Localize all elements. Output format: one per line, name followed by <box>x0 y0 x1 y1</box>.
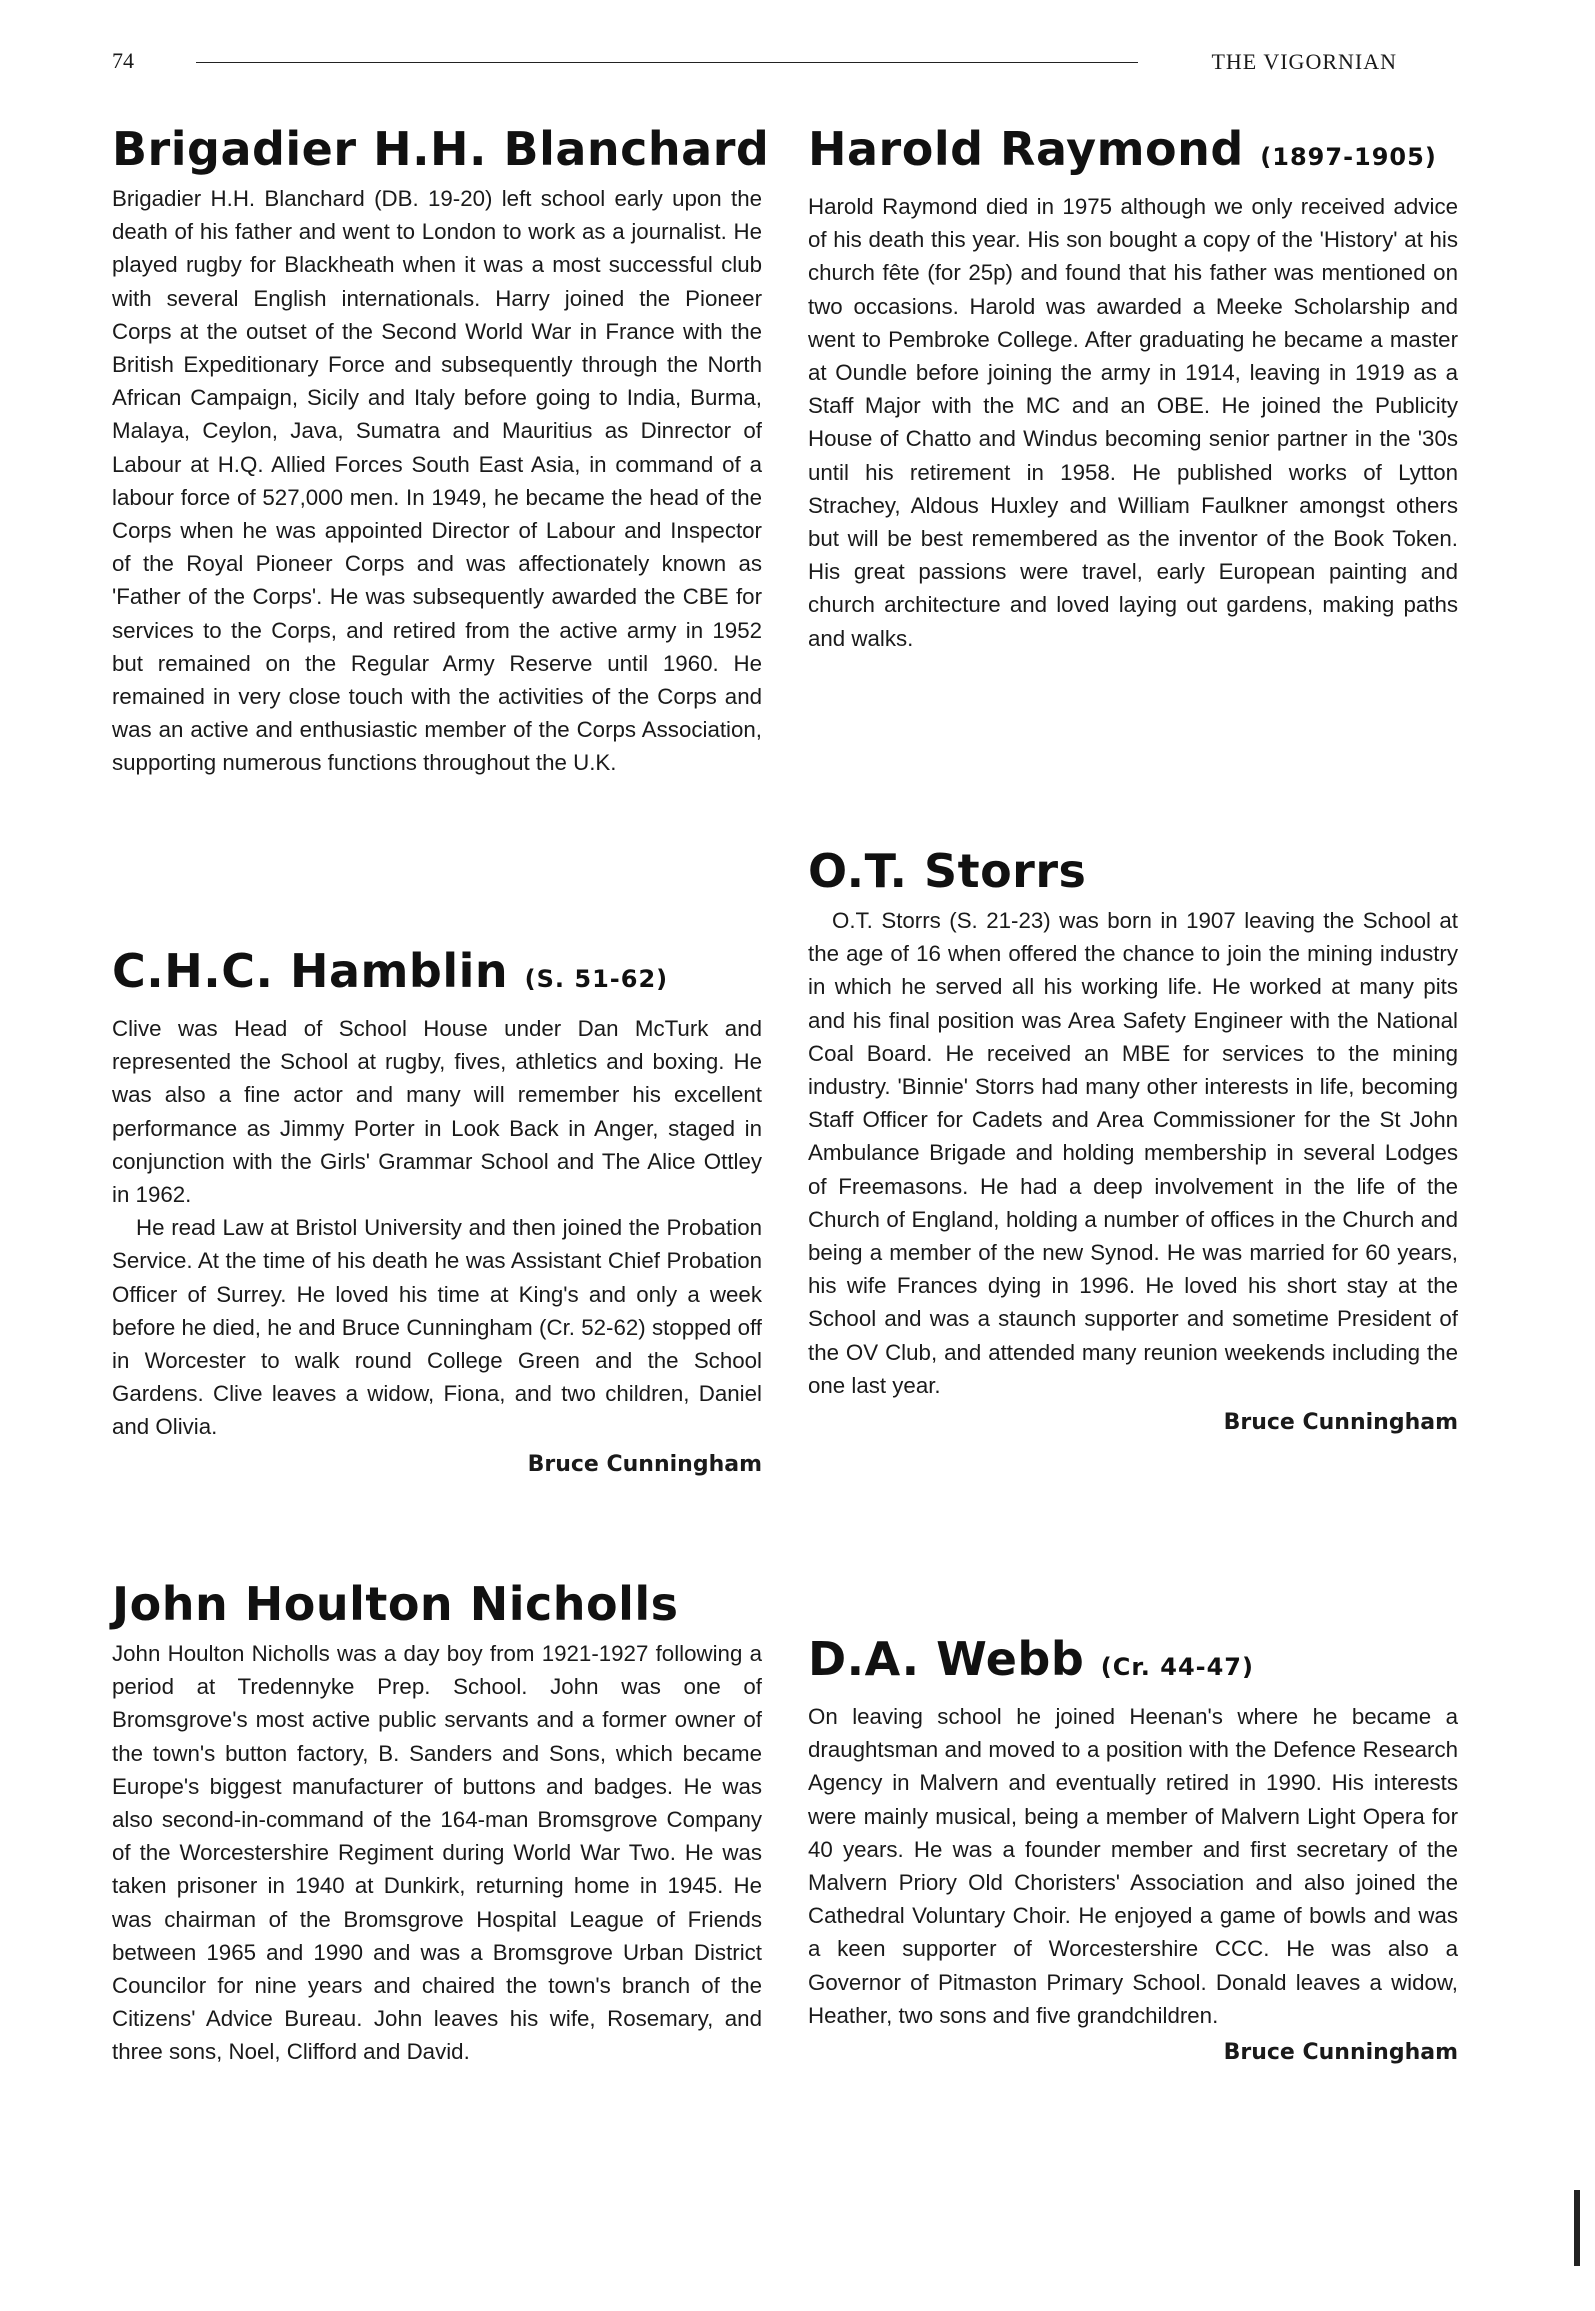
obituary-paragraph: Brigadier H.H. Blanchard (DB. 19-20) left school early upon the death of his father and went to London to work as a journalist. He played rugby for Blackheath when it was a most successful club with several English internationals. Harry joined the Pioneer Corps at the outset of the Second World War in France with the British Expeditionary Force and subsequently through the North African Campaign, Sicily and Italy before going to India, Burma, Malaya, Ceylon, Java, Sumatra and Mauritius as Dinrector of Labour at H.Q. Allied Forces South East Asia, in command of a labour force of 527,000 men. In 1949, he became the head of the Corps when he was appointed Director of Labour and Inspector of the Royal Pioneer Corps and was affectionately known as 'Father of the Corps'. He was subsequently awarded the CBE for services to the Corps, and retired from the active army in 1952 but remained on the Regular Army Reserve until 1960. He remained in very close touch with the activities of the Corps and was an active and enthusiastic member of the Corps Association, supporting numerous functions throughout the U.K. <box>112 186 762 776</box>
obituary-paragraph: On leaving school he joined Heenan's where he became a draughtsman and moved to a position with the Defence Research Agency in Malvern and eventually retired in 1990. His interests were mainly musical, being a member of Malvern Light Opera for 40 years. He was a founder member and first secretary of the Malvern Priory Old Choristers' Association and also joined the Cathedral Voluntary Choir. He enjoyed a game of bowls and was a keen supporter of Worcestershire CCC. He was also a Governor of Pitmaston Primary School. Donald leaves a widow, Heather, two sons and five grandchildren. <box>808 1704 1458 2028</box>
obituary-blanchard <box>112 120 770 780</box>
author-signature: Bruce Cunningham <box>527 1451 762 1477</box>
author-signature: Bruce Cunningham <box>1223 1410 1458 1436</box>
journal-title: THE VIGORNIAN <box>1211 49 1397 74</box>
heading-name: Harold Raymond <box>808 122 1244 176</box>
obituary-raymond <box>808 120 1458 655</box>
heading-years: (1897-1905) <box>1260 143 1437 171</box>
obituary-paragraph: Clive was Head of School House under Dan McTurk and represented the School at rugby, fives, athletics and boxing. He was also a fine actor and many will remember his excellent performance as Jimmy Porter in Look Back in Anger, staged in conjunction with the Girls' Grammar School and The Alice Ottley in 1962. <box>112 1016 762 1208</box>
heading-name: C.H.C. Hamblin <box>112 944 509 998</box>
binding-mark <box>1574 2190 1580 2266</box>
heading-name: Brigadier H.H. Blanchard <box>112 122 770 176</box>
obituary-heading <box>112 120 770 178</box>
heading-years: (S. 51-62) <box>524 965 669 993</box>
heading-name: John Houlton Nicholls <box>112 1577 679 1631</box>
obituary-heading <box>808 1630 1458 1696</box>
obituary-webb <box>808 1630 1458 2070</box>
obituary-heading <box>808 120 1458 186</box>
heading-name: D.A. Webb <box>808 1632 1085 1686</box>
obituary-hamblin <box>112 942 762 1482</box>
obituary-paragraph: O.T. Storrs (S. 21-23) was born in 1907 leaving the School at the age of 16 when offered the chance to join the mining industry in which he served all his working life. He worked at many pits and his final position was Area Safety Engineer with the National Coal Board. He received an MBE for services to the mining industry. 'Binnie' Storrs had many other interests in life, becoming Staff Officer for Cadets and Area Commissioner for the St John Ambulance Brigade and holding membership in several Lodges of Freemasons. He had a deep involvement in the life of the Church of England, holding a number of offices in the Church and being a member of the new Synod. He was married for 60 years, his wife Frances dying in 1996. He loved his short stay at the School and was a staunch supporter and sometime President of the OV Club, and attended many reunion weekends including the one last year. <box>808 908 1458 1398</box>
obituary-heading <box>808 842 1458 900</box>
header-rule <box>196 62 1138 63</box>
obituary-paragraph: Harold Raymond died in 1975 although we only received advice of his death this year. His son bought a copy of the 'History' at his church fête (for 25p) and found that his father was mentioned on two occasions. Harold was awarded a Meeke Scholarship and went to Pembroke College. After graduating he became a master at Oundle before joining the army in 1914, leaving in 1919 as a Staff Major with the MC and an OBE. He joined the Publicity House of Chatto and Windus becoming senior partner in the '30s until his retirement in 1958. He published works of Lytton Strachey, Aldous Huxley and William Faulkner amongst others but will be best remembered as the inventor of the Book Token. His great passions were travel, early European painting and church architecture and loved laying out gardens, making paths and walks. <box>808 194 1458 651</box>
obituary-paragraph: He read Law at Bristol University and then joined the Probation Service. At the time of his death he was Assistant Chief Probation Officer of Surrey. He loved his time at King's and only a week before he died, he and Bruce Cunningham (Cr. 52-62) stopped off in Worcester to walk round College Green and the School Gardens. Clive leaves a widow, Fiona, and two children, Daniel and Olivia. <box>112 1215 762 1440</box>
obituary-heading <box>112 942 762 1008</box>
page-number: 74 <box>112 48 134 73</box>
obituary-paragraph: John Houlton Nicholls was a day boy from 1921-1927 following a period at Tredennyke Prep. School. John was one of Bromsgrove's most active public servants and a former owner of the town's button factory, B. Sanders and Sons, which became Europe's biggest manufacturer of buttons and badges. He was also second-in-command of the 164-man Bromsgrove Company of the Worcestershire Regiment during World War Two. He was taken prisoner in 1940 at Dunkirk, returning home in 1945. He was chairman of the Bromsgrove Hospital League of Friends between 1965 and 1990 and was a Bromsgrove Urban District Councilor for nine years and chaired the town's branch of the Citizens' Advice Bureau. John leaves his wife, Rosemary, and three sons, Noel, Clifford and David. <box>112 1641 762 2065</box>
obituary-storrs <box>808 842 1458 1440</box>
heading-years: (Cr. 44-47) <box>1100 1653 1254 1681</box>
obituary-heading <box>112 1575 762 1633</box>
author-signature: Bruce Cunningham <box>1223 2040 1458 2066</box>
heading-name: O.T. Storrs <box>808 844 1087 898</box>
obituary-nicholls <box>112 1575 762 2069</box>
